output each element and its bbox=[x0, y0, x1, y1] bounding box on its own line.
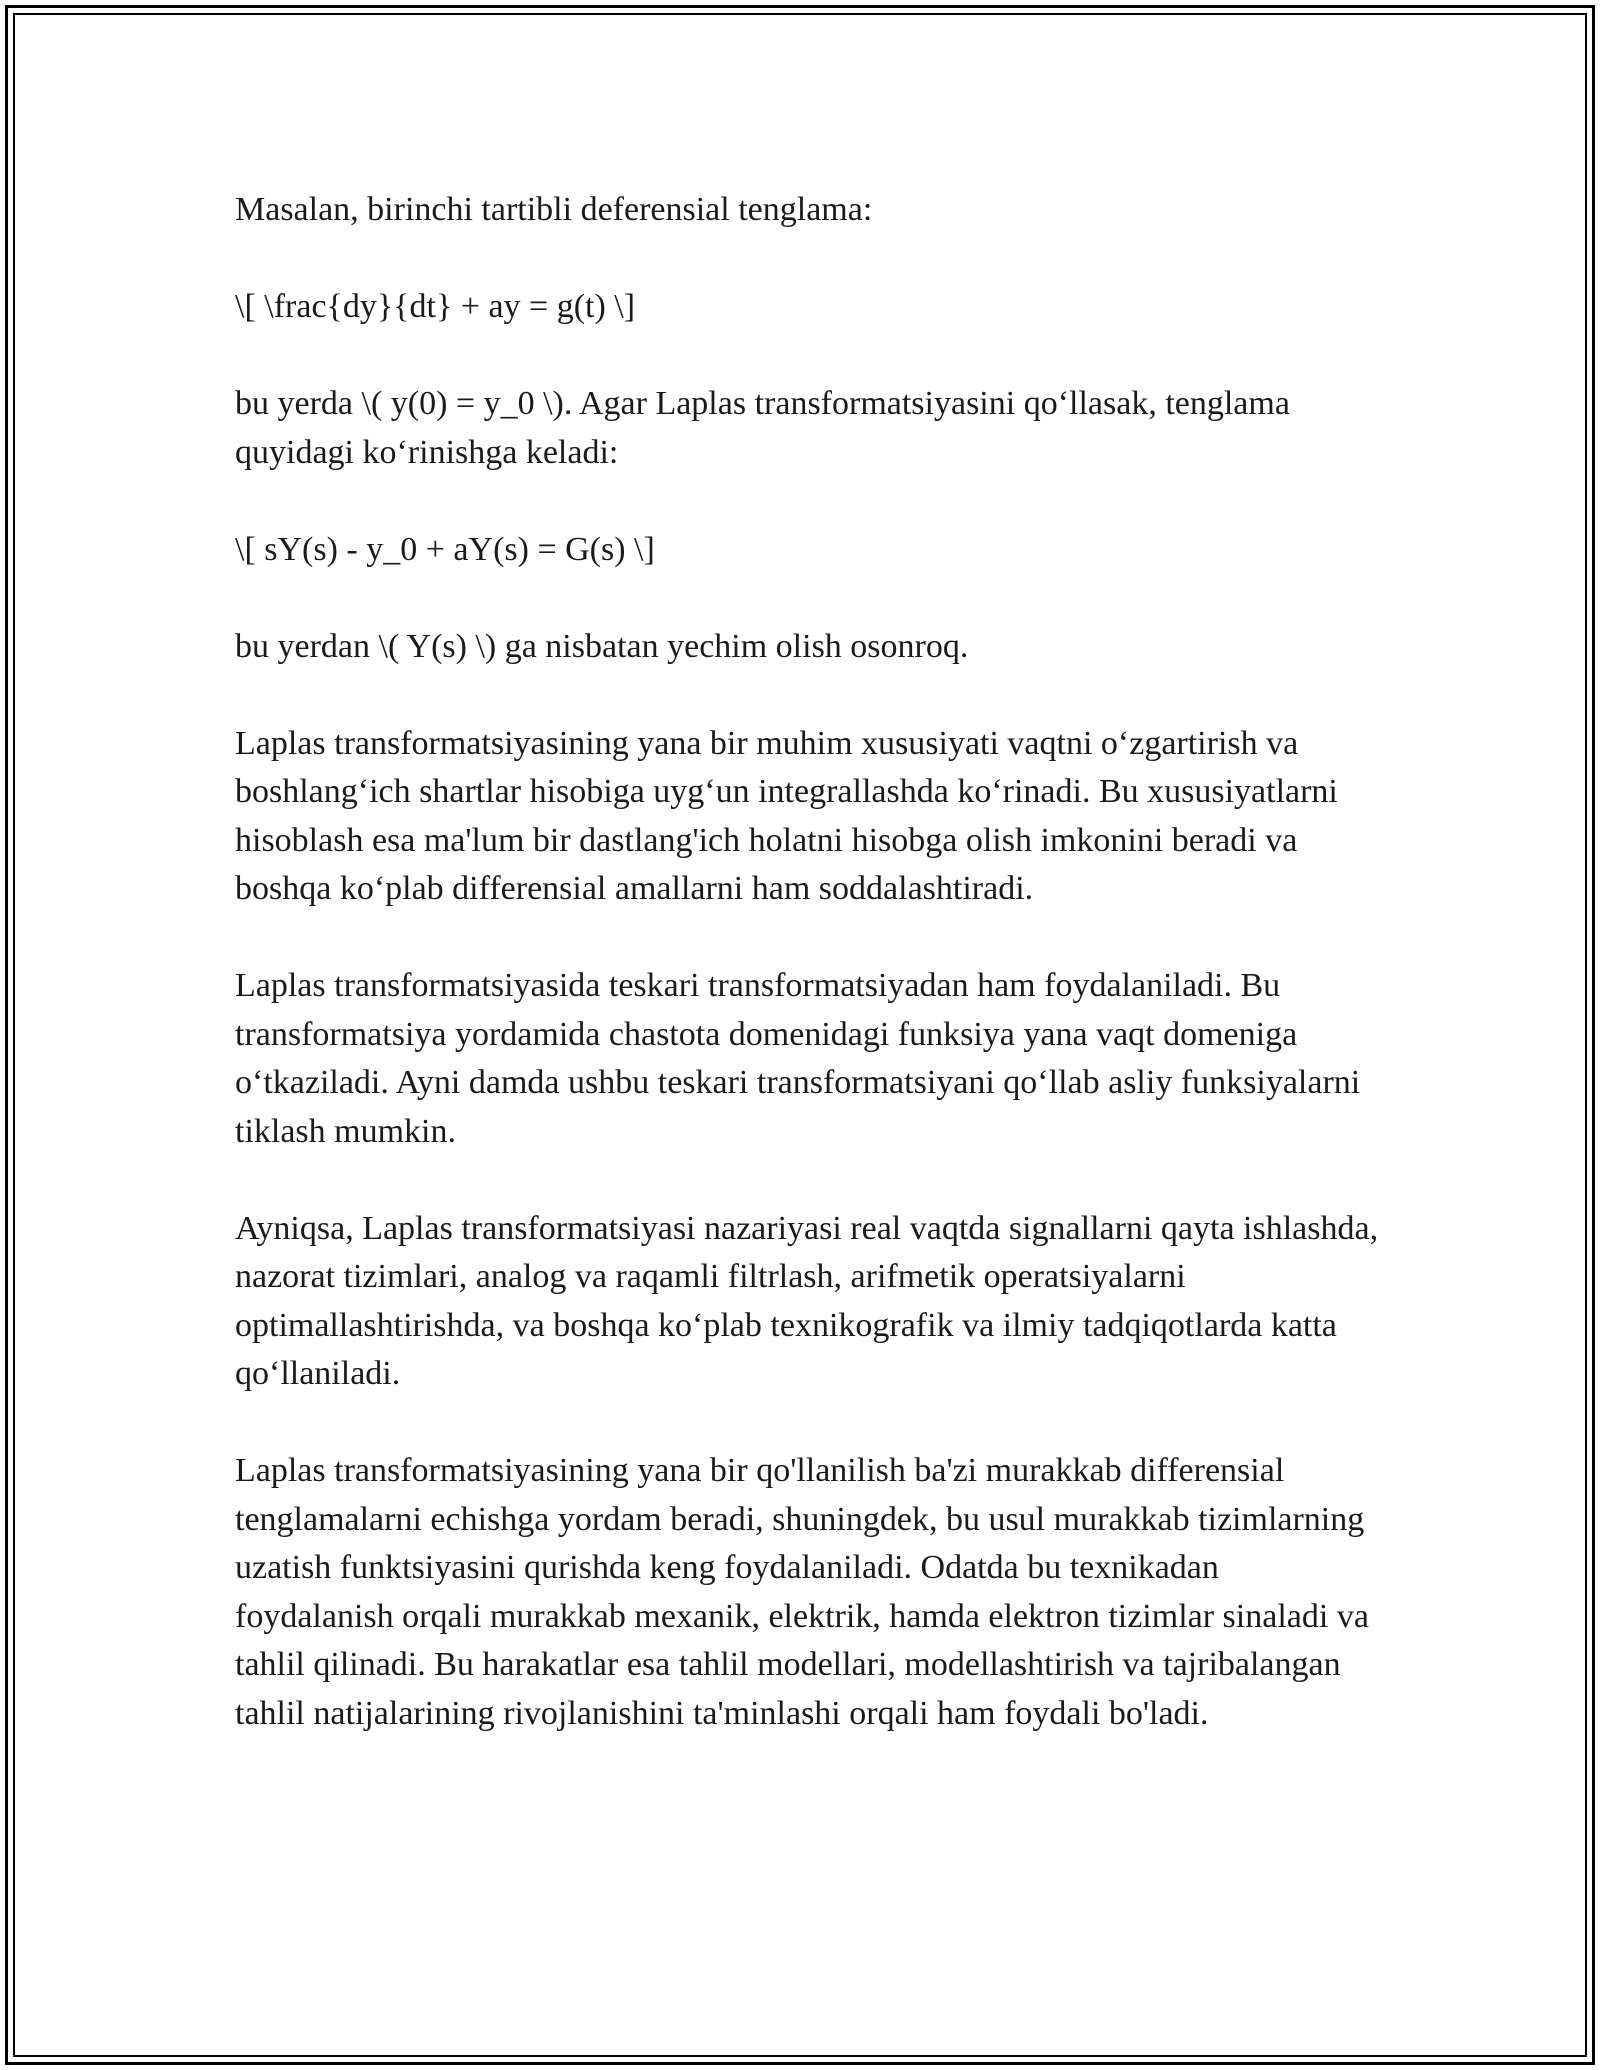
equation-laplace-form: \[ sY(s) - y_0 + aY(s) = G(s) \] bbox=[235, 530, 655, 568]
document-body bbox=[235, 186, 1385, 1787]
paragraph-intro: Masalan, birinchi tartibli deferensial tenglama: bbox=[235, 191, 873, 228]
equation-differential: \[ \frac{dy}{dt} + ay = g(t) \] bbox=[235, 288, 636, 325]
paragraph-solution: bu yerdan \( Y(s) \) ga nisbatan yechim olish osonroq. bbox=[235, 627, 969, 665]
paragraph-applications: Ayniqsa, Laplas transformatsiyasi nazariyasi real vaqtda signallarni qayta ishlashda, nazorat tizimlari, analog va raqamli filtrlash, arifmetik operatsiyalarni optimallashtirishda, va boshqa ko‘plab texnikografik va ilmiy tadqiqotlarda katta qo‘llaniladi. bbox=[235, 1209, 1379, 1392]
paragraph-properties: Laplas transformatsiyasining yana bir muhim xususiyati vaqtni o‘zgartirish va boshlang‘ich shartlar hisobiga uyg‘un integrallashda ko‘rinadi. Bu xususiyatlarni hisoblash esa ma'lum bir dastlang'ich holatni hisobga olish imkonini beradi va boshqa ko‘plab differensial amallarni ham soddalashtiradi. bbox=[235, 724, 1338, 907]
paragraph-complex-systems: Laplas transformatsiyasining yana bir qo'llanilish ba'zi murakkab differensial tenglamalarni echishga yordam beradi, shuningdek, bu usul murakkab tizimlarning uzatish funktsiyasini qurishda keng foydalaniladi. Odatda bu texnikadan foydalanish orqali murakkab mexanik, elektrik, hamda elektron tizimlar sinaladi va tahlil qilinadi. Bu harakatlar esa tahlil modellari, modellashtirish va tajribalangan tahlil natijalarining rivojlanishini ta'minlashi orqali ham foydali bo'ladi. bbox=[235, 1452, 1369, 1732]
paragraph-inverse-transform: Laplas transformatsiyasida teskari transformatsiyadan ham foydalaniladi. Bu transformatsiya yordamida chastota domenidagi funksiya yana vaqt domeniga o‘tkaziladi. Ayni damda ushbu teskari transformatsiyani qo‘llab asliy funksiyalarni tiklash mumkin. bbox=[235, 967, 1361, 1150]
paragraph-initial-condition: bu yerda \( y(0) = y_0 \). Agar Laplas transformatsiyasini qo‘llasak, tenglama quyidagi ko‘rinishga keladi: bbox=[235, 385, 1290, 471]
